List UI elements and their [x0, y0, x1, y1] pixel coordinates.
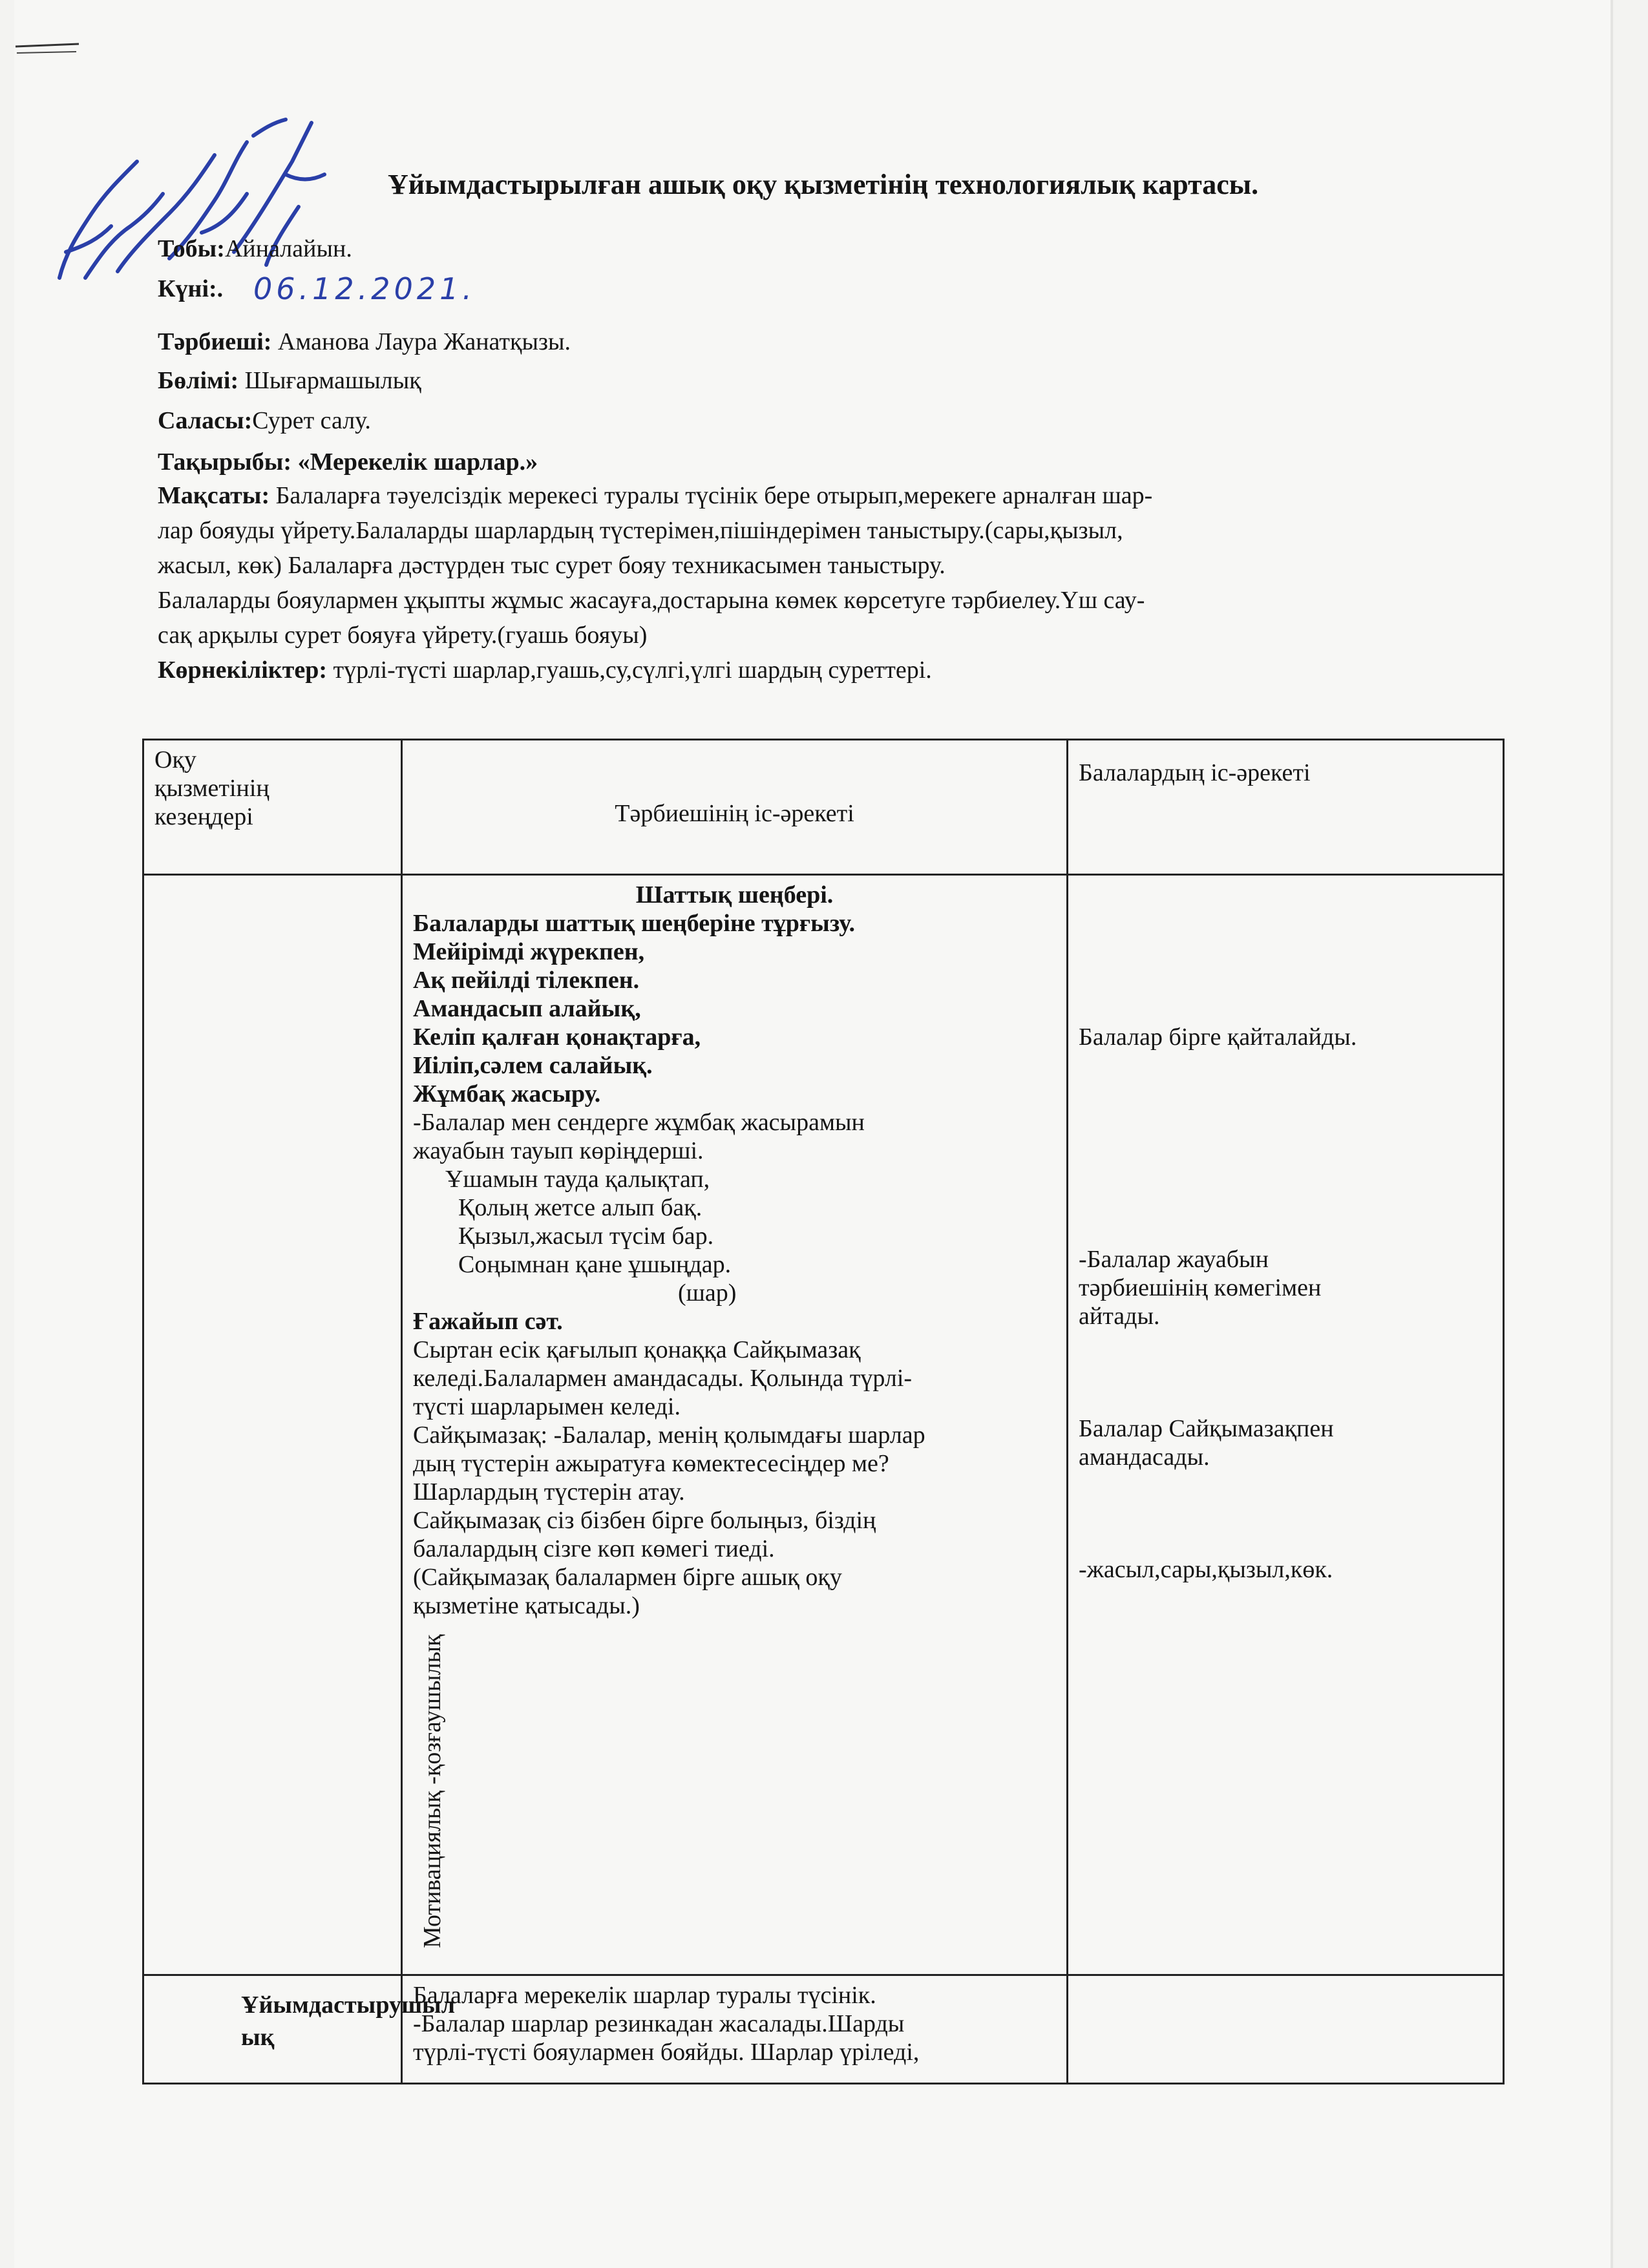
date-line: Күні:.: [158, 275, 224, 302]
teacher-line: Тәрбиеші: Аманова Лаура Жанатқызы.: [158, 328, 571, 355]
group-line: Тобы:Айналайын.: [158, 235, 352, 262]
section-line: Бөлімі: Шығармашылық: [158, 367, 421, 394]
stage-motivational: Мотивациялық -қозғаушылық: [143, 875, 402, 1975]
header-stage: Оқу қызметінің кезеңдері: [143, 740, 402, 875]
header-children: Балалардың іс-әрекеті: [1068, 740, 1504, 875]
document-title: Ұйымдастырылған ашық оқу қызметінің технологиялық картасы.: [388, 169, 1259, 200]
area-line: Саласы:Сурет салу.: [158, 407, 371, 434]
table-row: [143, 875, 1504, 1975]
topic-line: Тақырыбы: «Мерекелік шарлар.»: [158, 448, 538, 476]
teacher-activity-cell: Балаларға мерекелік шарлар туралы түсінік. -Балалар шарлар резинкадан жасалады.Шарды түрлі-түсті бояулармен бояйды. Шарлар үріледі,: [402, 1975, 1068, 2084]
handwritten-date: 06.12.2021.: [253, 271, 476, 306]
header-teacher: Тәрбиешінің іс-әрекеті: [402, 740, 1068, 875]
corner-pen-mark: [14, 39, 85, 58]
teacher-activity-cell: Шаттық шеңбері. Балаларды шаттық шеңберіне тұрғызу. Мейірімді жүрекпен, Ақ пейілді тілекпен. Амандасып алайық, Келіп қалған қонақтарға, Иіліп,сәлем салайық. Жұмбақ жасыру. -Балалар мен сендерге жұмбақ жасырамын жауабын тауып көріңдерші. Ұшамын тауда қалықтап, Қолың жетсе алып бақ. Қызыл,жасыл түсім бар. Соңымнан қане ұшыңдар. (шар) Ғажайып сәт. Сыртан есік қағылып қонаққа Сайқымазақ келеді.Балалармен амандасады. Қолында түрлі- түсті шарларымен келеді. Сайқымазақ: -Балалар, менің қолымдағы шарлар дың түстерін ажыратуға көмектесесіңдер ме? Шарлардың түстерін атау. Сайқымазақ сіз бізбен бірге болыңыз, біздің балалардың сізге көп көмегі тиеді. (Сайқымазақ балалармен бірге ашық оқу қызметіне қатысады.): [402, 875, 1068, 1975]
stage-organizational: Ұйымдастырушылық: [143, 1975, 402, 2084]
lesson-plan-table: [142, 739, 1505, 2084]
table-row: [143, 1975, 1504, 2084]
document-page: [14, 0, 1611, 2268]
table-header-row: [143, 740, 1504, 875]
children-activity-cell: [1068, 1975, 1504, 2084]
goal-paragraph: Мақсаты: Балаларға тәуелсіздік мерекесі туралы түсінік бере отырып,мерекеге арналған шар- лар бояуды үйрету.Балаларды шарлардың түстерімен,пішіндерімен таныстыру.(сары,қызыл, жасыл, көк) Балаларға дәстүрден тыс сурет бояу техникасымен таныстыру. Балаларды бояулармен ұқыпты жұмыс жасауға,достарына көмек көрсетуге тәрбиелеу.Үш сау- сақ арқылы сурет бояуға үйрету.(гуашь бояуы) Көрнекіліктер: түрлі-түсті шарлар,гуашь,су,сүлгі,үлгі шардың суреттері.: [158, 482, 1153, 684]
children-activity-cell: Балалар бірге қайталайды. -Балалар жауабын тәрбиешінің көмегімен айтады. Балалар Сайқымазақпен амандасады. -жасыл,сары,қызыл,көк.: [1068, 875, 1504, 1975]
